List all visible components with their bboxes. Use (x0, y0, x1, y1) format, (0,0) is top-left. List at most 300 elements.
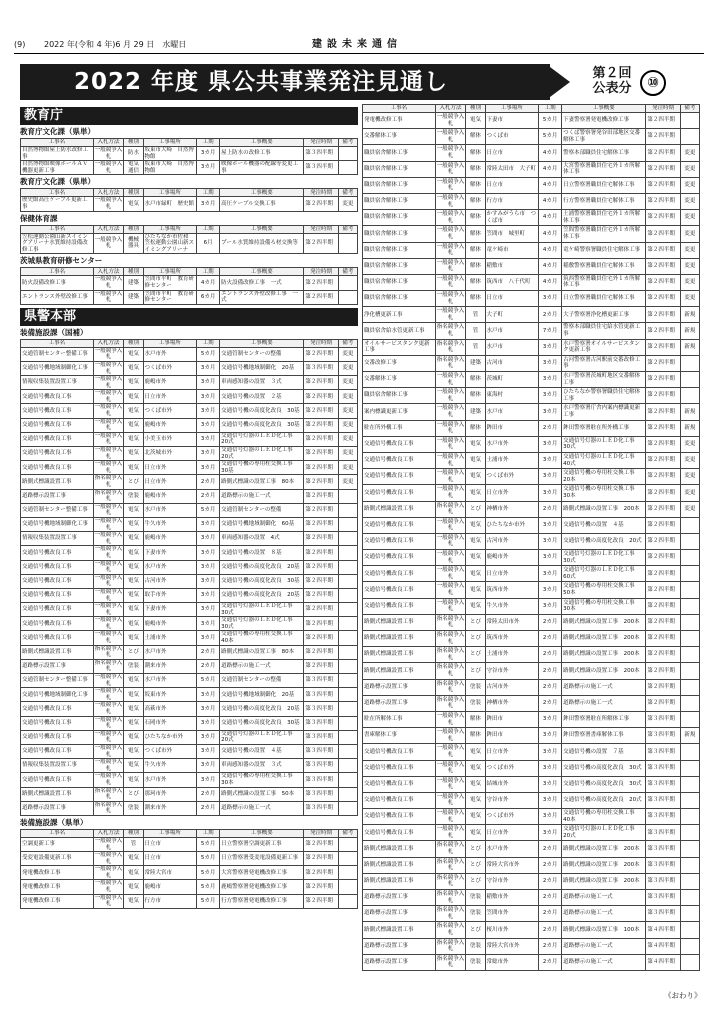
cell-period: 4カ月 (539, 274, 562, 290)
cell-timing: 第３四半期 (304, 702, 338, 716)
cell-period: 3カ月 (197, 517, 220, 531)
cell-timing: 第２四半期 (304, 432, 338, 446)
column-header: 入札方法 (93, 829, 124, 837)
cell-bid-method: 一般競争入札 (435, 566, 466, 582)
cell-period: 3カ月 (197, 560, 220, 574)
cell-period: 2カ月 (197, 489, 220, 503)
column-header: 入札方法 (93, 268, 124, 276)
cell-location: 水戸市外 (143, 560, 197, 574)
cell-note (338, 574, 357, 588)
cell-bid-method: 指名競争入札 (94, 645, 123, 659)
cell-work-name: 交通信号機改良工事 (21, 546, 94, 560)
cell-overview: 交通信号機の高度化改良 20基 (220, 588, 304, 602)
cell-location: 古河市外 (485, 533, 539, 549)
cell-timing: 第２四半期 (304, 837, 338, 851)
cell-work-name: 交通信号機改良工事 (21, 730, 94, 744)
table-row (21, 432, 358, 446)
cell-timing: 第２四半期 (304, 866, 338, 880)
project-table (20, 267, 358, 304)
cell-work-name: 空調更新工事 (21, 837, 94, 851)
cell-location: 水戸市 (485, 323, 539, 339)
cell-category: 電気 (124, 588, 143, 602)
cell-period: 5カ月 (197, 852, 220, 866)
cell-period: 3カ月 (197, 418, 220, 432)
cell-period: 2カ月 (539, 841, 562, 857)
cell-timing: 第３四半期 (646, 760, 680, 776)
cell-overview: 水戸警察署オイルサービスタンク更新工事 (562, 339, 646, 355)
cell-location: 筑西市外 (485, 582, 539, 598)
cell-overview: 鉾田警察署書庫解体工事 (562, 728, 646, 744)
cell-timing: 第２四半期 (304, 659, 338, 673)
release-kind: 公表分 (592, 81, 632, 96)
cell-period: 3カ月 (539, 469, 562, 485)
cell-period: 3カ月 (197, 404, 220, 418)
cell-location: 土浦市外 (485, 452, 539, 468)
column-header: 工期 (197, 225, 220, 233)
table-row (363, 161, 700, 177)
cell-work-name: 路側式標識設置工事 (363, 857, 436, 873)
cell-note (680, 809, 699, 825)
cell-category: 解体 (466, 728, 485, 744)
cell-timing: 第２四半期 (304, 276, 338, 290)
cell-location: つくば市外 (143, 744, 197, 758)
cell-category: とび (466, 614, 485, 630)
cell-overview: 交通信号機の高度化改良 20基 (220, 702, 304, 716)
cell-overview: 路側式標識の設置工事 200本 (562, 841, 646, 857)
cell-location: 筑西市 八千代町 (485, 274, 539, 290)
cell-category: 電気 (466, 792, 485, 808)
table-row (21, 233, 358, 254)
page-number: (9) (14, 40, 26, 49)
cell-period: 3カ月 (539, 582, 562, 598)
cell-bid-method: 一般競争入札 (94, 361, 123, 375)
cell-work-name: 路側式標識設置工事 (363, 501, 436, 517)
cell-note: 変更 (680, 210, 699, 226)
cell-timing: 第２四半期 (646, 339, 680, 355)
cell-work-name: 職員宿舎解体工事 (363, 145, 436, 161)
cell-period: 2カ月 (539, 501, 562, 517)
column-header: 工事概要 (220, 225, 304, 233)
cell-timing: 第３四半期 (304, 801, 338, 815)
table-row (363, 679, 700, 695)
cell-timing: 第２四半期 (646, 679, 680, 695)
column-header: 工期 (197, 139, 220, 147)
table-row (363, 177, 700, 193)
cell-location: 北茨城市外 (143, 447, 197, 461)
column-header: 備考 (338, 225, 357, 233)
cell-overview: 防火設備改修工事 一式 (220, 276, 304, 290)
table-row (363, 550, 700, 566)
cell-category: 電気 (466, 744, 485, 760)
table-row (21, 517, 358, 531)
cell-period: 2カ月 (539, 663, 562, 679)
cell-category: 電気 (124, 688, 143, 702)
table-row (363, 404, 700, 420)
cell-bid-method: 指名競争入札 (435, 339, 466, 355)
cell-bid-method: 一般競争入札 (435, 307, 466, 323)
cell-timing: 第２四半期 (304, 603, 338, 617)
table-row (363, 372, 700, 388)
cell-timing: 第２四半期 (304, 197, 338, 211)
column-header: 発注時期 (304, 139, 338, 147)
cell-bid-method: 一般競争入札 (435, 291, 466, 307)
cell-bid-method: 一般競争入札 (435, 452, 466, 468)
cell-location: 笠間市平町 教育研修センター (143, 276, 197, 290)
cell-overview: 交通信号機の専用柱交換工事 30本 (562, 598, 646, 614)
cell-overview: 路側式標識の設置工事 80本 (220, 645, 304, 659)
column-header: 備考 (680, 105, 699, 113)
cell-period: 3カ月 (197, 631, 220, 645)
cell-timing: 第２四半期 (646, 177, 680, 193)
cell-note: 新規 (680, 420, 699, 436)
cell-location: 水戸市 (485, 404, 539, 420)
cell-note (338, 688, 357, 702)
cell-overview: 路側式標識の設置工事 100本 (562, 922, 646, 938)
cell-location: 潮来市外 (143, 801, 197, 815)
cell-period: 3カ月 (197, 603, 220, 617)
cell-note (680, 598, 699, 614)
cell-bid-method: 指名競争入札 (435, 647, 466, 663)
cell-location: つくば市外 (485, 760, 539, 776)
column-header: 発注時期 (304, 189, 338, 197)
cell-location: ひたちなか市外 (485, 517, 539, 533)
column-header: 工事名 (21, 139, 94, 147)
cell-work-name: 書庫解体工事 (363, 728, 436, 744)
cell-location: 日立市外 (485, 485, 539, 501)
cell-location: 下妻市外 (143, 546, 197, 560)
cell-note (338, 880, 357, 894)
cell-bid-method: 一般競争入札 (94, 837, 123, 851)
cell-overview: 交通信号機の高度化改良 20式 (562, 792, 646, 808)
cell-overview: 交通信号機の設置 ２基 (220, 390, 304, 404)
cell-note: 新規 (680, 404, 699, 420)
cell-category: 電気 (466, 809, 485, 825)
cell-overview: 日立警察署職員住宅解体工事 (562, 177, 646, 193)
table-row (21, 532, 358, 546)
cell-work-name: 職員宿舎解体工事 (363, 210, 436, 226)
table-row (21, 716, 358, 730)
cell-location: つくば市外 (485, 469, 539, 485)
cell-overview: 日立警察署空調更新工事 (220, 837, 304, 851)
cell-location: 日立市外 (485, 744, 539, 760)
cell-period: 5カ月 (539, 113, 562, 129)
cell-timing: 第３四半期 (304, 787, 338, 801)
cell-period: 4カ月 (539, 161, 562, 177)
cell-note (680, 679, 699, 695)
cell-timing: 第３四半期 (304, 773, 338, 787)
cell-bid-method: 指名競争入札 (94, 475, 123, 488)
cell-location: 水戸市外 (143, 674, 197, 688)
cell-category: 電気 (466, 436, 485, 452)
cell-location: 笠間市 城里町 (485, 226, 539, 242)
cell-location: 日立市 (485, 291, 539, 307)
cell-timing: 第２四半期 (304, 532, 338, 546)
cell-overview: 交通信号機の専用柱交換工事 30本 (220, 773, 304, 787)
cell-location: 守谷市外 (485, 873, 539, 889)
cell-period: 2カ月 (539, 420, 562, 436)
cell-category: 解体 (466, 291, 485, 307)
cell-bid-method: 指名競争入札 (435, 663, 466, 679)
cell-overview: 交通信号灯器のＬＥＤ化工事 30式 (562, 436, 646, 452)
cell-category: 電気 (466, 760, 485, 776)
cell-note (680, 922, 699, 938)
cell-note (338, 837, 357, 851)
cell-category: 管 (466, 307, 485, 323)
cell-overview: 交通信号機の専用柱交換工事 40本 (562, 809, 646, 825)
table-row (21, 361, 358, 375)
cell-timing: 第４四半期 (646, 954, 680, 970)
cell-timing: 第２四半期 (646, 501, 680, 517)
table-row (363, 614, 700, 630)
cell-work-name: 交通信号機改良工事 (21, 461, 94, 475)
cell-work-name: 交通信号機改良工事 (363, 582, 436, 598)
cell-overview: プール水質維持設備ろ材交換等 (220, 233, 304, 254)
cell-work-name: 交通信号機地域制御化工事 (21, 688, 94, 702)
cell-overview: 交通信号機の高度化改良 30基 (220, 574, 304, 588)
cell-location: 守谷市外 (485, 663, 539, 679)
cell-period: 2カ月 (539, 614, 562, 630)
cell-bid-method: 指名競争入札 (435, 614, 466, 630)
column-header: 工事概要 (220, 139, 304, 147)
project-table (20, 188, 358, 211)
cell-note (680, 582, 699, 598)
cell-work-name: エントランス外壁改修工事 (21, 290, 94, 304)
cell-category: 管 (124, 837, 143, 851)
cell-location: つくば市外 (143, 361, 197, 375)
cell-bid-method: 一般競争入札 (435, 825, 466, 841)
cell-period: 3カ月 (197, 759, 220, 773)
cell-location: 常陸大宮市外 (485, 938, 539, 954)
right-column (362, 104, 700, 984)
project-table (20, 138, 358, 175)
cell-category: 電気 (124, 730, 143, 744)
column-header: 工期 (197, 189, 220, 197)
cell-period: 2カ月 (197, 645, 220, 659)
cell-work-name: 交通信号機改良工事 (363, 566, 436, 582)
cell-category: 電気 (124, 716, 143, 730)
cell-note (338, 716, 357, 730)
cell-work-name: 交番改修工事 (363, 355, 436, 371)
table-row (21, 659, 358, 673)
cell-category: 電気 (124, 532, 143, 546)
cell-bid-method: 指名競争入札 (435, 631, 466, 647)
column-header: 工事場所 (143, 268, 197, 276)
cell-note: 変更 (680, 485, 699, 501)
cell-note: 変更 (680, 258, 699, 274)
cell-category: 電気 (466, 550, 485, 566)
cell-location: 行方市 (485, 193, 539, 209)
table-row (363, 566, 700, 582)
cell-location: 坂東市大崎 自然博物館 (143, 161, 197, 175)
cell-timing: 第３四半期 (646, 809, 680, 825)
cell-timing: 第２四半期 (646, 469, 680, 485)
cell-timing: 第２四半期 (646, 566, 680, 582)
cell-bid-method: 一般競争入札 (435, 372, 466, 388)
round-label: 第２回 (592, 66, 632, 81)
cell-timing: 第２四半期 (646, 436, 680, 452)
cell-note (338, 674, 357, 688)
table-row (363, 517, 700, 533)
cell-note (680, 954, 699, 970)
cell-bid-method: 一般競争入札 (435, 582, 466, 598)
cell-overview: 鉾田警察署駐在所外構工事 (562, 420, 646, 436)
cell-overview: つくば警察署発谷田部地区交番解体工事 (562, 129, 646, 145)
cell-timing: 第２四半期 (646, 323, 680, 339)
cell-overview: 交通信号灯器のＬＥＤ化工事 20式 (220, 730, 304, 744)
cell-category: 塗装 (466, 954, 485, 970)
table-header-row (21, 268, 358, 276)
cell-timing: 第３四半期 (646, 825, 680, 841)
cell-period: 7カ月 (539, 323, 562, 339)
cell-timing: 第２四半期 (646, 145, 680, 161)
cell-location: 牛久市外 (485, 598, 539, 614)
cell-work-name: 情報収集装置設置工事 (21, 532, 94, 546)
cell-bid-method: 一般競争入札 (435, 550, 466, 566)
cell-work-name: オイルサービスタンク更新工事 (363, 339, 436, 355)
cell-work-name: 道路標示設置工事 (363, 954, 436, 970)
cell-overview: 水戸警察署庁舎内案内標識更新工事 (562, 404, 646, 420)
cell-note (338, 645, 357, 659)
cell-note: 変更 (680, 161, 699, 177)
table-row (21, 880, 358, 894)
cell-category: 電気 (124, 418, 143, 432)
cell-work-name: 交通信号機改良工事 (21, 404, 94, 418)
publication-name: 建設未来通信 (312, 39, 402, 50)
cell-location: 下妻市外 (143, 603, 197, 617)
table-row (21, 418, 358, 432)
cell-timing: 第３四半期 (646, 744, 680, 760)
cell-category: 解体 (466, 161, 485, 177)
cell-note (338, 759, 357, 773)
cell-category: 塗装 (466, 679, 485, 695)
column-header: 工事概要 (220, 339, 304, 347)
cell-overview: 車両感知器の設置 ３式 (220, 376, 304, 390)
cell-note: 変更 (338, 197, 357, 211)
cell-work-name: 浄化槽更新工事 (363, 307, 436, 323)
cell-category: 電気 (124, 617, 143, 631)
column-header: 備考 (338, 139, 357, 147)
table-row (363, 388, 700, 404)
cell-location: 牛久市外 (143, 517, 197, 531)
cell-location: つくば市 (485, 129, 539, 145)
table-row (21, 787, 358, 801)
table-header-row (21, 139, 358, 147)
subsection-title: 保健体育課 (20, 213, 58, 223)
cell-category: とび (124, 787, 143, 801)
cell-timing: 第２四半期 (646, 226, 680, 242)
column-header: 種別 (124, 139, 143, 147)
table-row (363, 776, 700, 792)
cell-work-name: 交通信号機改良工事 (363, 452, 436, 468)
cell-location: 日立市 (143, 852, 197, 866)
cell-timing: 第２四半期 (304, 503, 338, 517)
table-row (363, 501, 700, 517)
cell-period: 4カ月 (539, 210, 562, 226)
cell-period: 3カ月 (197, 773, 220, 787)
cell-overview: 道路標示の施工一式 (562, 695, 646, 711)
table-row (363, 323, 700, 339)
cell-period: 3カ月 (539, 517, 562, 533)
project-table (20, 225, 358, 255)
cell-overview: 土浦警察署職員住宅外１カ所解体工事 (562, 210, 646, 226)
cell-category: 解体 (466, 274, 485, 290)
cell-overview: 行方警察署職員住宅解体工事 (562, 193, 646, 209)
cell-work-name: 交通信号機改良工事 (363, 792, 436, 808)
cell-category: 電気 (124, 866, 143, 880)
cell-note (338, 894, 357, 908)
cell-period: 3カ月 (539, 792, 562, 808)
cell-category: 電気 (124, 674, 143, 688)
cell-overview: 路側式標識の設置工事 200本 (562, 857, 646, 873)
cell-note (680, 647, 699, 663)
cell-period: 3カ月 (539, 339, 562, 355)
table-row (363, 420, 700, 436)
cell-period: 3カ月 (539, 291, 562, 307)
column-header: 工事概要 (220, 268, 304, 276)
cell-note (680, 355, 699, 371)
table-row (21, 489, 358, 503)
table-row (21, 161, 358, 175)
cell-work-name: 路側式標識設置工事 (363, 663, 436, 679)
cell-work-name: 交通信号機改良工事 (21, 390, 94, 404)
cell-bid-method: 一般競争入札 (94, 546, 123, 559)
cell-category: 電気 (466, 485, 485, 501)
cell-period: 2カ月 (539, 307, 562, 323)
cell-location: 桜川市外 (485, 922, 539, 938)
cell-work-name: 交通信号機改良工事 (363, 485, 436, 501)
cell-location: 常陸太田市外 (485, 614, 539, 630)
cell-overview: 行方警察署発電機改修工事 (220, 894, 304, 908)
cell-note: 変更 (680, 193, 699, 209)
cell-overview: 日立警察署受変電設備更新工事 (220, 852, 304, 866)
cell-category: 電気 (124, 702, 143, 716)
cell-bid-method: 一般競争入札 (94, 147, 123, 160)
cell-category: 電気 (466, 582, 485, 598)
cell-overview: 鹿嶋警察署発電機改修工事 (220, 880, 304, 894)
column-header: 発注時期 (304, 225, 338, 233)
table-row (363, 760, 700, 776)
table-row (21, 574, 358, 588)
table-row (363, 841, 700, 857)
table-row (21, 276, 358, 290)
cell-category: 電気 (124, 361, 143, 375)
cell-bid-method: 一般競争入札 (435, 274, 466, 290)
cell-category: 塗装 (124, 659, 143, 673)
cell-work-name: 駐在所解体工事 (363, 711, 436, 727)
cell-timing: 第２四半期 (646, 420, 680, 436)
cell-category: 塗装 (466, 938, 485, 954)
cell-note: 変更 (680, 145, 699, 161)
cell-note (680, 695, 699, 711)
cell-note (338, 489, 357, 503)
cell-bid-method: 一般競争入札 (435, 242, 466, 258)
cell-work-name: 交通信号機改良工事 (363, 825, 436, 841)
subsection-title: 教育庁文化課（県単） (20, 177, 95, 187)
column-header: 工事名 (21, 829, 94, 837)
cell-timing: 第３四半期 (304, 759, 338, 773)
cell-timing: 第２四半期 (646, 388, 680, 404)
cell-overview: 稲敷警察署職員住宅解体工事 (562, 258, 646, 274)
cell-note (338, 532, 357, 546)
cell-bid-method: 一般競争入札 (94, 716, 123, 730)
cell-note (338, 147, 357, 161)
cell-note (338, 866, 357, 880)
cell-category: 塗装 (466, 906, 485, 922)
cell-location: 鹿嶋市外 (143, 489, 197, 503)
cell-timing: 第２四半期 (304, 404, 338, 418)
cell-overview: 道路標示の施工一式 (220, 801, 304, 815)
cell-bid-method: 一般競争入札 (435, 193, 466, 209)
